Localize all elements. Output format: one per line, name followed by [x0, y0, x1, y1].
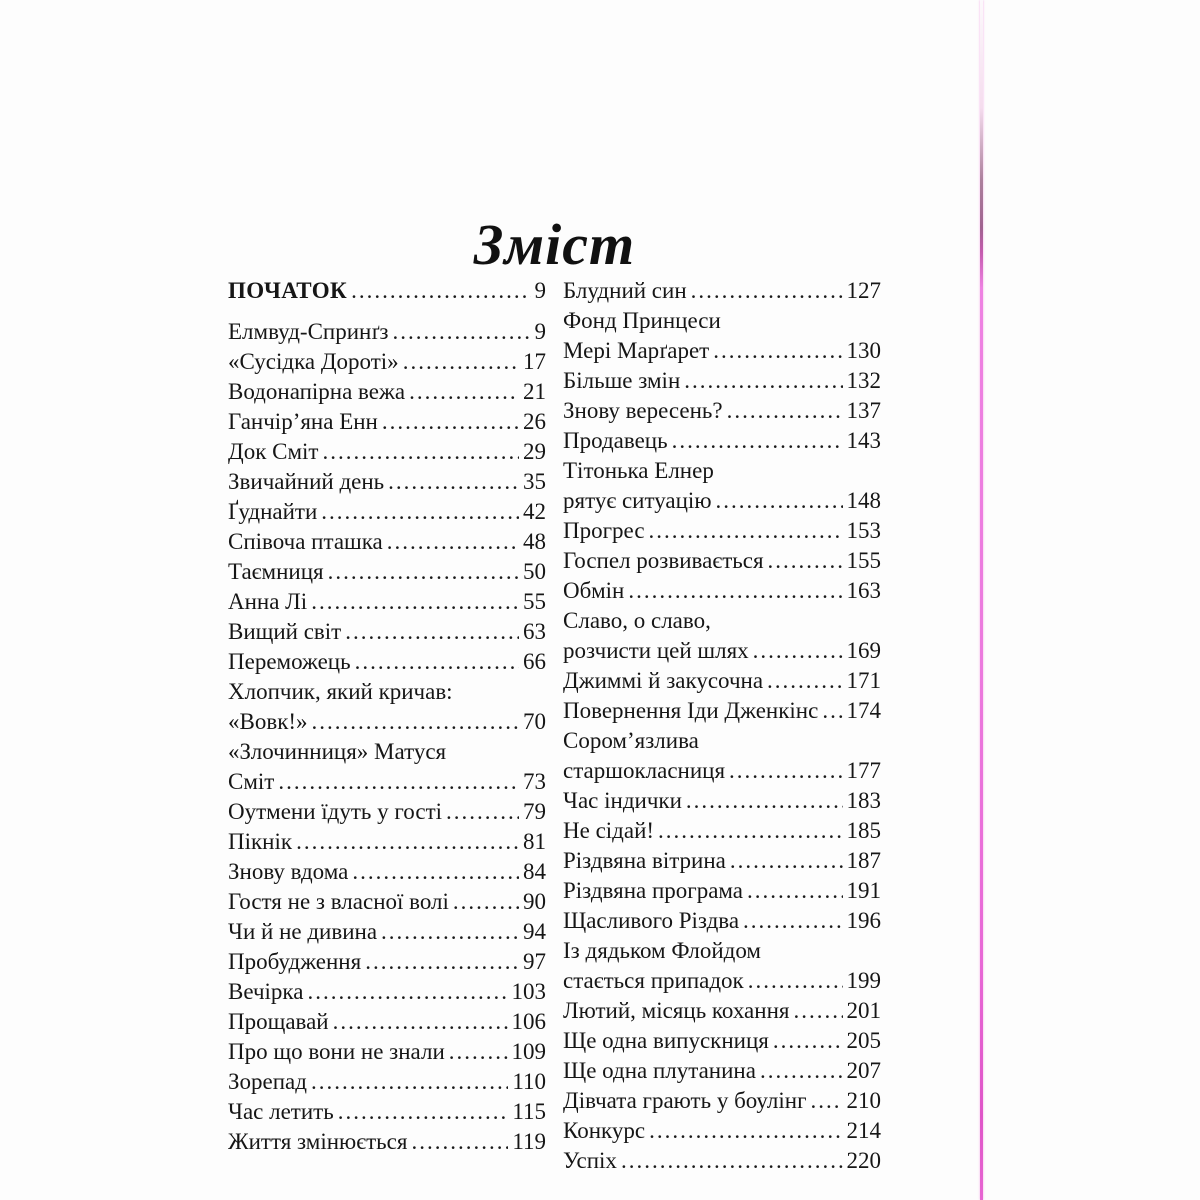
toc-column-left: [228, 276, 546, 1176]
toc-entry-title: Успіх: [563, 1148, 617, 1173]
toc-entry-row: [563, 1116, 881, 1146]
toc-entry-title: Знову вдома: [228, 859, 349, 884]
page-number: 191: [846, 878, 881, 903]
toc-entry: [228, 857, 546, 887]
page-number: 205: [846, 1028, 881, 1053]
dot-leader: [727, 396, 843, 426]
toc-entry-title: Повернення Іди Дженкінс: [563, 698, 819, 723]
toc-entry-title: Пікнік: [228, 829, 293, 854]
toc-entry-title: Док Сміт: [228, 439, 319, 464]
toc-entry-title-line: Із дядьком Флойдом: [563, 938, 761, 963]
toc-entry-row: [563, 846, 881, 876]
toc-entry: [228, 527, 546, 557]
toc-entry: [563, 1146, 881, 1176]
page-number: 90: [523, 889, 546, 914]
page-number: 79: [523, 799, 546, 824]
dot-leader: [453, 887, 519, 917]
toc-entry: [228, 407, 546, 437]
page-number: 207: [846, 1058, 881, 1083]
dot-leader: [811, 1086, 843, 1116]
toc-entry-title: Ганчір’яна Енн: [228, 409, 378, 434]
toc-entry-row: [563, 1086, 881, 1116]
toc-entry: [563, 606, 881, 666]
page-number: 66: [523, 649, 546, 674]
toc-entry-row: [228, 377, 546, 407]
dot-leader: [672, 426, 843, 456]
toc-entry-row: [228, 497, 546, 527]
toc-entry: [228, 1037, 546, 1067]
toc-entry: [228, 317, 546, 347]
toc-entry-row: [228, 767, 546, 797]
toc-entry-row: [228, 557, 546, 587]
toc-entry-title: Госпел розвивається: [563, 548, 764, 573]
toc-entry-title: Гостя не з власної волі: [228, 889, 449, 914]
dot-leader: [311, 587, 519, 617]
dot-leader: [773, 1026, 843, 1056]
dot-leader: [365, 947, 519, 977]
toc-entry-title: Ще одна випускниця: [563, 1028, 769, 1053]
toc-entry: [228, 497, 546, 527]
page-number: 214: [846, 1118, 881, 1143]
dot-leader: [351, 276, 530, 306]
toc-entry-row: [228, 947, 546, 977]
dot-leader: [729, 756, 842, 786]
page-title: Зміст: [473, 211, 636, 277]
page-number: 42: [523, 499, 546, 524]
toc-entry-title: Мері Марґарет: [563, 338, 710, 363]
toc-entry-row: [563, 426, 881, 456]
toc-entry-row: [228, 407, 546, 437]
toc-entry: [563, 846, 881, 876]
page-number: 9: [534, 278, 546, 303]
toc-entry-title: «Вовк!»: [228, 709, 308, 734]
toc-entry-row: [228, 276, 546, 306]
toc-entry-title: Блудний син: [563, 278, 687, 303]
page-number: 153: [846, 518, 881, 543]
dot-leader: [345, 617, 519, 647]
dot-leader: [307, 977, 507, 1007]
toc-entry-row: [563, 966, 881, 996]
dot-leader: [686, 786, 843, 816]
dot-leader: [449, 1037, 508, 1067]
dot-leader: [411, 1127, 508, 1157]
toc-entry-title: Обмін: [563, 578, 625, 603]
dot-leader: [393, 317, 531, 347]
toc-entry: [228, 347, 546, 377]
page-number: 84: [523, 859, 546, 884]
toc-entry-title: Анна Лі: [228, 589, 308, 614]
toc-entry-title-line: Фонд Принцеси: [563, 308, 721, 333]
toc-entry-title: Зорепад: [228, 1069, 307, 1094]
toc-entry: [228, 587, 546, 617]
dot-leader: [767, 666, 842, 696]
toc-entry: [228, 827, 546, 857]
page-number: 132: [846, 368, 881, 393]
toc-entry: [563, 576, 881, 606]
page-edge-stripe: [980, 0, 983, 1200]
toc-entry: [228, 467, 546, 497]
toc-entry: [228, 377, 546, 407]
toc-entry-row: [563, 1146, 881, 1176]
toc-entry-title: Вищий світ: [228, 619, 342, 644]
toc-entry-row: [563, 486, 881, 516]
page-number: 103: [511, 979, 546, 1004]
toc-entry-row: [563, 786, 881, 816]
toc-entry-row: [228, 317, 546, 347]
toc-entry-title: Ґуднайти: [228, 499, 318, 524]
dot-leader: [312, 707, 519, 737]
page-number: 137: [846, 398, 881, 423]
toc-entry-title: Дівчата грають у боулінг: [563, 1088, 807, 1113]
toc-entry-title: Прощавай: [228, 1009, 329, 1034]
toc-entry: [563, 1116, 881, 1146]
toc-entry-row: [228, 527, 546, 557]
page-number: 210: [846, 1088, 881, 1113]
toc-entry-row: [228, 347, 546, 377]
toc-entry: [228, 977, 546, 1007]
toc-entry: [228, 276, 546, 306]
toc-entry: [563, 1056, 881, 1086]
dot-leader: [716, 486, 843, 516]
toc-entry-row: [563, 996, 881, 1026]
page-number: 185: [846, 818, 881, 843]
dot-leader: [409, 377, 519, 407]
toc-entry-row: [228, 797, 546, 827]
page-number: 148: [846, 488, 881, 513]
toc-entry-title: Співоча пташка: [228, 529, 383, 554]
page-number: 50: [523, 559, 546, 584]
page-number: 29: [523, 439, 546, 464]
toc-entry: [563, 996, 881, 1026]
toc-entry-title: Знову вересень?: [563, 398, 723, 423]
page-number: 63: [523, 619, 546, 644]
dot-leader: [649, 516, 843, 546]
dot-leader: [311, 1067, 508, 1097]
toc-entry: [228, 437, 546, 467]
dot-leader: [333, 1007, 508, 1037]
toc-entry: [563, 786, 881, 816]
toc-entry-title-line: Тітонька Елнер: [563, 458, 714, 483]
page-number: 199: [846, 968, 881, 993]
page-number: 55: [523, 589, 546, 614]
dot-leader: [621, 1146, 843, 1176]
toc-entry-row: [563, 576, 881, 606]
page-number: 109: [511, 1039, 546, 1064]
toc-entry-title: Час індички: [563, 788, 682, 813]
toc-entry-row: [563, 756, 881, 786]
toc-entry-title: Різдвяна програма: [563, 878, 744, 903]
page-number: 177: [846, 758, 881, 783]
dot-leader: [691, 276, 843, 306]
toc-entry-row: [228, 1037, 546, 1067]
toc-entry-title: Щасливого Різдва: [563, 908, 740, 933]
toc-entry-row: [228, 707, 546, 737]
page-number: 143: [846, 428, 881, 453]
toc-entry-row: [228, 437, 546, 467]
dot-leader: [649, 1116, 842, 1146]
toc-entry: [228, 557, 546, 587]
toc-entry-title: «Сусідка Дороті»: [228, 349, 399, 374]
toc-columns: [228, 276, 881, 1176]
toc-entry-title: Життя змінюється: [228, 1129, 408, 1154]
toc-entry: [563, 276, 881, 306]
dot-leader: [321, 497, 519, 527]
toc-entry-row: [563, 876, 881, 906]
page-number: 127: [846, 278, 881, 303]
dot-leader: [328, 557, 519, 587]
toc-entry: [228, 797, 546, 827]
toc-entry-title: Не сідай!: [563, 818, 655, 843]
toc-entry-row: [228, 587, 546, 617]
dot-leader: [768, 546, 843, 576]
dot-leader: [388, 467, 519, 497]
toc-entry-title: Елмвуд-Спринґз: [228, 319, 389, 344]
toc-entry-row: [228, 827, 546, 857]
dot-leader: [446, 797, 519, 827]
dot-leader: [382, 407, 519, 437]
toc-entry: [563, 816, 881, 846]
page-number: 21: [523, 379, 546, 404]
toc-entry-title: Сміт: [228, 769, 275, 794]
toc-entry-title: Прогрес: [563, 518, 645, 543]
page-number: 9: [534, 319, 546, 344]
dot-leader: [760, 1056, 843, 1086]
toc-entry-title: ПОЧАТОК: [228, 278, 348, 303]
dot-leader: [352, 857, 519, 887]
page-number: 130: [846, 338, 881, 363]
toc-entry: [228, 887, 546, 917]
dot-leader: [743, 906, 842, 936]
toc-entry-row: [228, 977, 546, 1007]
dot-leader: [748, 966, 843, 996]
toc-entry-title: стається припадок: [563, 968, 744, 993]
toc-entry-row: [563, 336, 881, 366]
toc-entry-title: Оутмени їдуть у гості: [228, 799, 443, 824]
toc-entry-title: Таємниця: [228, 559, 324, 584]
toc-entry-row: [228, 857, 546, 887]
page-number: 97: [523, 949, 546, 974]
toc-entry-title-line: Хлопчик, який кричав:: [228, 679, 453, 704]
dot-leader: [403, 347, 519, 377]
dot-leader: [296, 827, 519, 857]
dot-leader: [381, 917, 519, 947]
dot-leader: [793, 996, 842, 1026]
page-number: 48: [523, 529, 546, 554]
toc-entry-title: Про що вони не знали: [228, 1039, 445, 1064]
toc-entry-title: Пробудження: [228, 949, 362, 974]
toc-entry: [563, 936, 881, 996]
toc-entry-row: [228, 887, 546, 917]
dot-leader: [322, 437, 519, 467]
dot-leader: [338, 1097, 509, 1127]
dot-leader: [658, 816, 842, 846]
toc-entry-row: [563, 666, 881, 696]
dot-leader: [822, 696, 842, 726]
toc-entry: [228, 647, 546, 677]
toc-entry-row: [563, 366, 881, 396]
toc-entry-title: Більше змін: [563, 368, 681, 393]
page-number: 81: [523, 829, 546, 854]
page-number: 17: [523, 349, 546, 374]
toc-entry-row: [228, 1067, 546, 1097]
page-number: 106: [511, 1009, 546, 1034]
page-number: 70: [523, 709, 546, 734]
dot-leader: [628, 576, 842, 606]
toc-entry: [563, 456, 881, 516]
page-number: 169: [846, 638, 881, 663]
page-number: 163: [846, 578, 881, 603]
toc-entry: [563, 1026, 881, 1056]
dot-leader: [753, 636, 843, 666]
toc-entry: [563, 306, 881, 366]
page-number: 187: [846, 848, 881, 873]
dot-leader: [278, 767, 519, 797]
toc-entry: [228, 1097, 546, 1127]
page-number: 73: [523, 769, 546, 794]
toc-entry-row: [563, 1056, 881, 1086]
page-number: 119: [512, 1129, 546, 1154]
toc-entry-row: [563, 396, 881, 426]
toc-entry: [563, 1086, 881, 1116]
toc-entry-row: [563, 516, 881, 546]
toc-entry: [228, 1007, 546, 1037]
toc-entry: [563, 906, 881, 936]
toc-entry-title: Конкурс: [563, 1118, 646, 1143]
dot-leader: [387, 527, 519, 557]
toc-entry: [228, 677, 546, 737]
page-number: 94: [523, 919, 546, 944]
toc-entry-row: [563, 1026, 881, 1056]
toc-entry-title-line: Славо, о славо,: [563, 608, 711, 633]
toc-entry: [563, 726, 881, 786]
page-number: 26: [523, 409, 546, 434]
toc-entry: [228, 737, 546, 797]
toc-entry-title: Час летить: [228, 1099, 334, 1124]
dot-leader: [713, 336, 842, 366]
toc-entry-row: [563, 906, 881, 936]
toc-entry-title: Водонапірна вежа: [228, 379, 406, 404]
toc-entry-title: Джиммі й закусочна: [563, 668, 764, 693]
toc-entry-title: Ще одна плутанина: [563, 1058, 756, 1083]
page-number: 183: [846, 788, 881, 813]
toc-entry-row: [228, 1097, 546, 1127]
page-number: 196: [846, 908, 881, 933]
toc-entry-title-line: «Злочинниця» Матуся: [228, 739, 447, 764]
page-number: 174: [846, 698, 881, 723]
toc-entry-title: Лютий, місяць кохання: [563, 998, 790, 1023]
toc-entry-row: [563, 816, 881, 846]
toc-entry-row: [228, 617, 546, 647]
toc-entry: [563, 876, 881, 906]
toc-entry-title: Чи й не дивина: [228, 919, 378, 944]
dot-leader: [730, 846, 843, 876]
page-number: 220: [846, 1148, 881, 1173]
toc-entry: [228, 617, 546, 647]
toc-entry: [563, 666, 881, 696]
toc-entry: [228, 947, 546, 977]
page-number: 155: [846, 548, 881, 573]
toc-entry-title: Вечірка: [228, 979, 304, 1004]
toc-entry-row: [563, 546, 881, 576]
page-number: 115: [512, 1099, 546, 1124]
page-number: 171: [846, 668, 881, 693]
toc-entry: [228, 1127, 546, 1157]
toc-entry-title: рятує ситуацію: [563, 488, 712, 513]
toc-entry-row: [228, 647, 546, 677]
toc-entry-title-line: Сором’язлива: [563, 728, 699, 753]
toc-entry-row: [228, 1127, 546, 1157]
toc-entry: [228, 1067, 546, 1097]
toc-entry: [563, 546, 881, 576]
toc-entry: [563, 396, 881, 426]
toc-entry-title: Продавець: [563, 428, 668, 453]
toc-entry-row: [228, 917, 546, 947]
toc-entry-title: старшокласниця: [563, 758, 726, 783]
dot-leader: [684, 366, 842, 396]
page-number: 35: [523, 469, 546, 494]
toc-entry-row: [228, 1007, 546, 1037]
dot-leader: [747, 876, 842, 906]
toc-entry-row: [228, 467, 546, 497]
toc-entry-row: [563, 696, 881, 726]
toc-entry-row: [563, 276, 881, 306]
toc-entry-title: розчисти цей шлях: [563, 638, 749, 663]
page-number: 110: [512, 1069, 546, 1094]
page-number: 201: [846, 998, 881, 1023]
toc-entry-row: [563, 636, 881, 666]
toc-entry-title: Звичайний день: [228, 469, 385, 494]
toc-entry: [563, 426, 881, 456]
toc-entry-title: Різдвяна вітрина: [563, 848, 726, 873]
toc-entry-title: Переможець: [228, 649, 351, 674]
toc-entry: [563, 696, 881, 726]
toc-entry: [563, 516, 881, 546]
toc-entry: [228, 917, 546, 947]
toc-entry: [563, 366, 881, 396]
toc-column-right: [563, 276, 881, 1176]
dot-leader: [355, 647, 519, 677]
